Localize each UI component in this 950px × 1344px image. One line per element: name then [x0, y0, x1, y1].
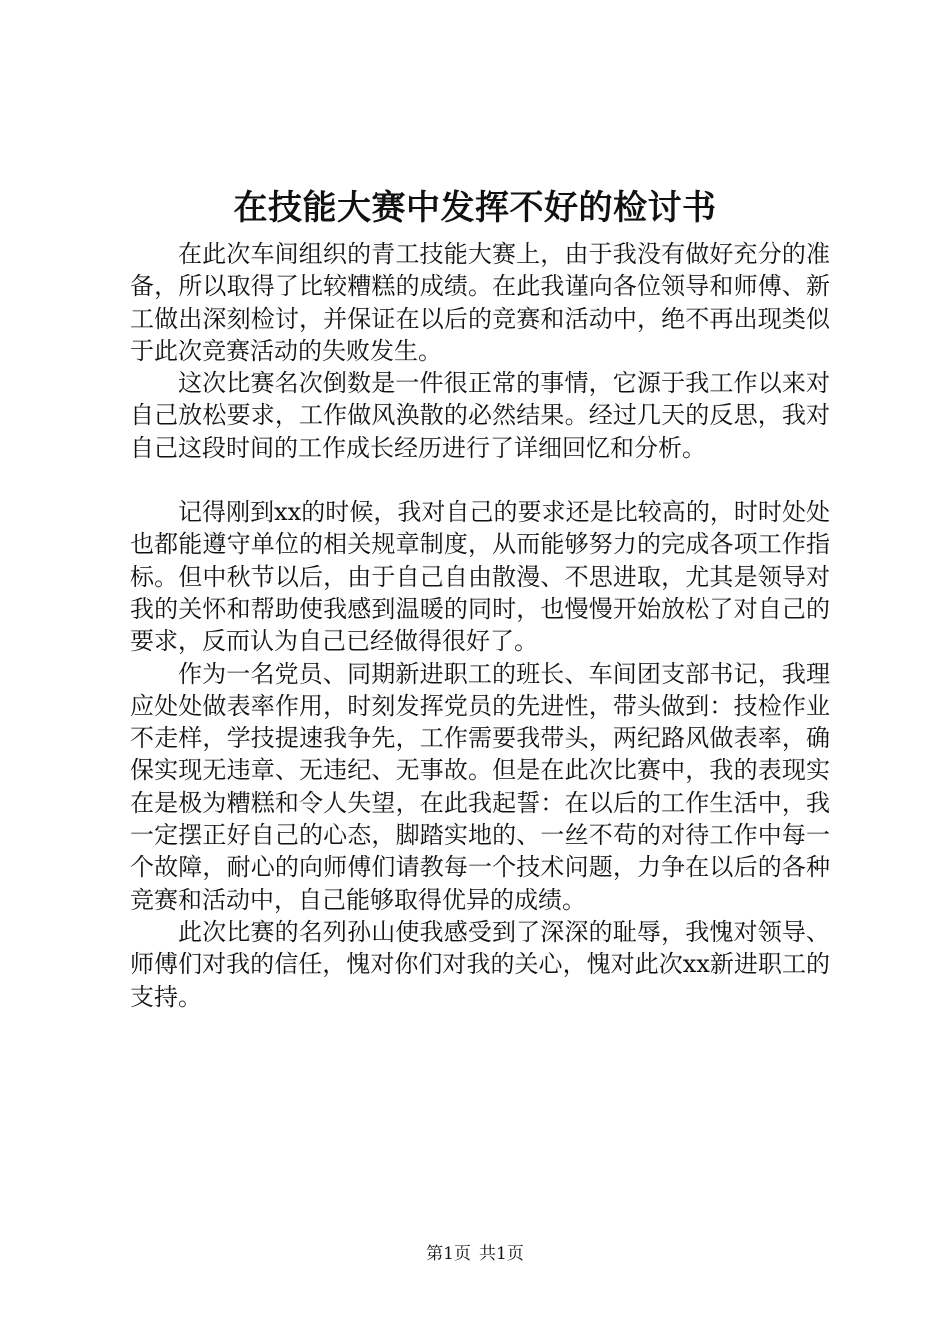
- paragraph-1: 在此次车间组织的青工技能大赛上，由于我没有做好充分的准备，所以取得了比较糟糕的成绩。在此我谨向各位领导和师傅、新工做出深刻检讨，并保证在以后的竞赛和活动中，绝不再出现类似于此次竞赛活动的失败发生。: [130, 240, 830, 365]
- paragraph-2: 这次比赛名次倒数是一件很正常的事情，它源于我工作以来对自己放松要求，工作做风涣散的必然结果。经过几天的反思，我对自己这段时间的工作成长经历进行了详细回忆和分析。: [130, 369, 830, 462]
- page-number-current: 第1页: [426, 1244, 471, 1264]
- paragraph-3: 记得刚到xx的时候，我对自己的要求还是比较高的，时时处处也都能遵守单位的相关规章制度，从而能够努力的完成各项工作指标。但中秋节以后，由于自己自由散漫、不思进取，尤其是领导对我的关怀和帮助使我感到温暖的同时，也慢慢开始放松了对自己的要求，反而认为自己已经做得很好了。: [130, 498, 830, 656]
- paragraph-4: 作为一名党员、同期新进职工的班长、车间团支部书记，我理应处处做表率作用，时刻发挥党员的先进性，带头做到：技检作业不走样，学技提速我争先，工作需要我带头，两纪路风做表率，确保实现无违章、无违纪、无事故。但是在此次比赛中，我的表现实在是极为糟糕和令人失望，在此我起誓：在以后的工作生活中，我一定摆正好自己的心态，脚踏实地的、一丝不苟的对待工作中每一个故障，耐心的向师傅们请教每一个技术问题，力争在以后的各种竞赛和活动中，自己能够取得优异的成绩。: [130, 659, 830, 914]
- page-footer: [0, 1243, 950, 1265]
- document-body: [130, 238, 830, 1013]
- paragraph-5: 此次比赛的名列孙山使我感受到了深深的耻辱，我愧对领导、师傅们对我的信任，愧对你们对我的关心，愧对此次xx新进职工的支持。: [130, 917, 830, 1011]
- document-title: 在技能大赛中发挥不好的检讨书: [233, 188, 717, 228]
- page-number-total: 共1页: [479, 1244, 524, 1264]
- paragraph-spacer: [130, 464, 830, 496]
